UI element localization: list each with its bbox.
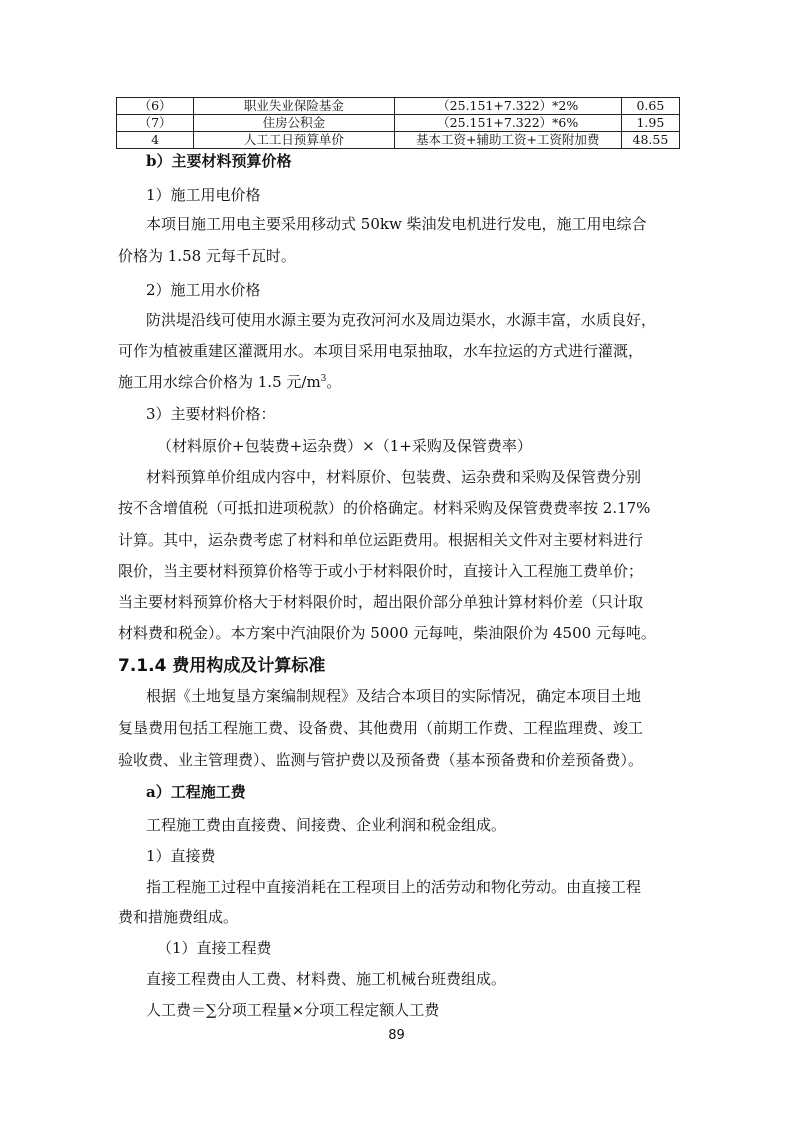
paragraph-line: 按不含增值税（可抵扣进项税款）的价格确定。材料采购及保管费费率按 2.17%	[118, 499, 651, 517]
wage-table	[116, 97, 680, 149]
paragraph-line: 本项目施工用电主要采用移动式 50kw 柴油发电机进行发电，施工用电综合	[146, 215, 647, 233]
table-row	[117, 132, 680, 149]
formula-line: 人工费＝∑分项工程量×分项工程定额人工费	[146, 1001, 440, 1019]
paragraph-line: 计算。其中，运杂费考虑了材料和单位运距费用。根据相关文件对主要材料进行	[118, 531, 644, 549]
row-formula: （25.151+7.322）*2%	[394, 98, 621, 115]
subsection-direct-title: 1）直接费	[146, 847, 216, 865]
page-number: 89	[388, 1028, 405, 1043]
formula-line: （材料原价+包装费+运杂费）×（1+采购及保管费率）	[157, 437, 532, 455]
section-b-title: b）主要材料预算价格	[146, 152, 292, 170]
table-row	[117, 115, 680, 132]
paragraph-line: 复垦费用包括工程施工费、设备费、其他费用（前期工作费、工程监理费、竣工	[118, 719, 644, 737]
subsection-direct-eng-title: （1）直接工程费	[157, 939, 272, 957]
subsection-material-title: 3）主要材料价格：	[146, 405, 276, 423]
paragraph-line: 当主要材料预算价格大于材料限价时，超出限价部分单独计算材料价差（只计取	[118, 593, 644, 611]
period: 。	[326, 373, 342, 391]
paragraph-line: 材料预算单价组成内容中，材料原价、包装费、运杂费和采购及保管费分别	[146, 468, 642, 486]
paragraph-line: 根据《土地复垦方案编制规程》及结合本项目的实际情况，确定本项目土地	[146, 687, 642, 705]
row-number: 4	[117, 132, 194, 149]
paragraph-line: 价格为 1.58 元每千瓦时。	[118, 247, 296, 265]
row-value: 0.65	[621, 98, 679, 115]
row-formula: （25.151+7.322）*6%	[394, 115, 621, 132]
superscript: 3	[320, 374, 327, 384]
table-row	[117, 98, 680, 115]
paragraph-line: 指工程施工过程中直接消耗在工程项目上的活劳动和物化劳动。由直接工程	[146, 878, 642, 896]
row-item: 住房公积金	[194, 115, 394, 132]
paragraph-line: 费和措施费组成。	[118, 908, 239, 926]
paragraph-line: 防洪堤沿线可使用水源主要为克孜河河水及周边渠水，水源丰富，水质良好，	[146, 311, 657, 329]
water-price-text: 施工用水综合价格为 1.5 元/m	[118, 373, 321, 391]
row-item: 人工工日预算单价	[194, 132, 394, 149]
paragraph-line	[118, 372, 341, 392]
subsection-power-title: 1）施工用电价格	[146, 186, 261, 204]
paragraph-line: 工程施工费由直接费、间接费、企业利润和税金组成。	[146, 816, 507, 834]
section-heading: 7.1.4 费用构成及计算标准	[118, 656, 326, 676]
row-item: 职业失业保险基金	[194, 98, 394, 115]
section-a-title: a）工程施工费	[146, 783, 246, 801]
paragraph-line: 材料费和税金）。本方案中汽油限价为 5000 元每吨，柴油限价为 4500 元每吨。	[118, 624, 656, 642]
subsection-water-title: 2）施工用水价格	[146, 281, 261, 299]
paragraph-line: 限价，当主要材料预算价格等于或小于材料限价时，直接计入工程施工费单价；	[118, 562, 644, 580]
row-number: （6）	[117, 98, 194, 115]
row-number: （7）	[117, 115, 194, 132]
paragraph-line: 可作为植被重建区灌溉用水。本项目采用电泵抽取，水车拉运的方式进行灌溉，	[118, 342, 644, 360]
row-value: 1.95	[621, 115, 679, 132]
row-formula: 基本工资+辅助工资+工资附加费	[394, 132, 621, 149]
paragraph-line: 验收费、业主管理费）、监测与管护费以及预备费（基本预备费和价差预备费）。	[118, 751, 644, 769]
paragraph-line: 直接工程费由人工费、材料费、施工机械台班费组成。	[146, 970, 507, 988]
row-value: 48.55	[621, 132, 679, 149]
